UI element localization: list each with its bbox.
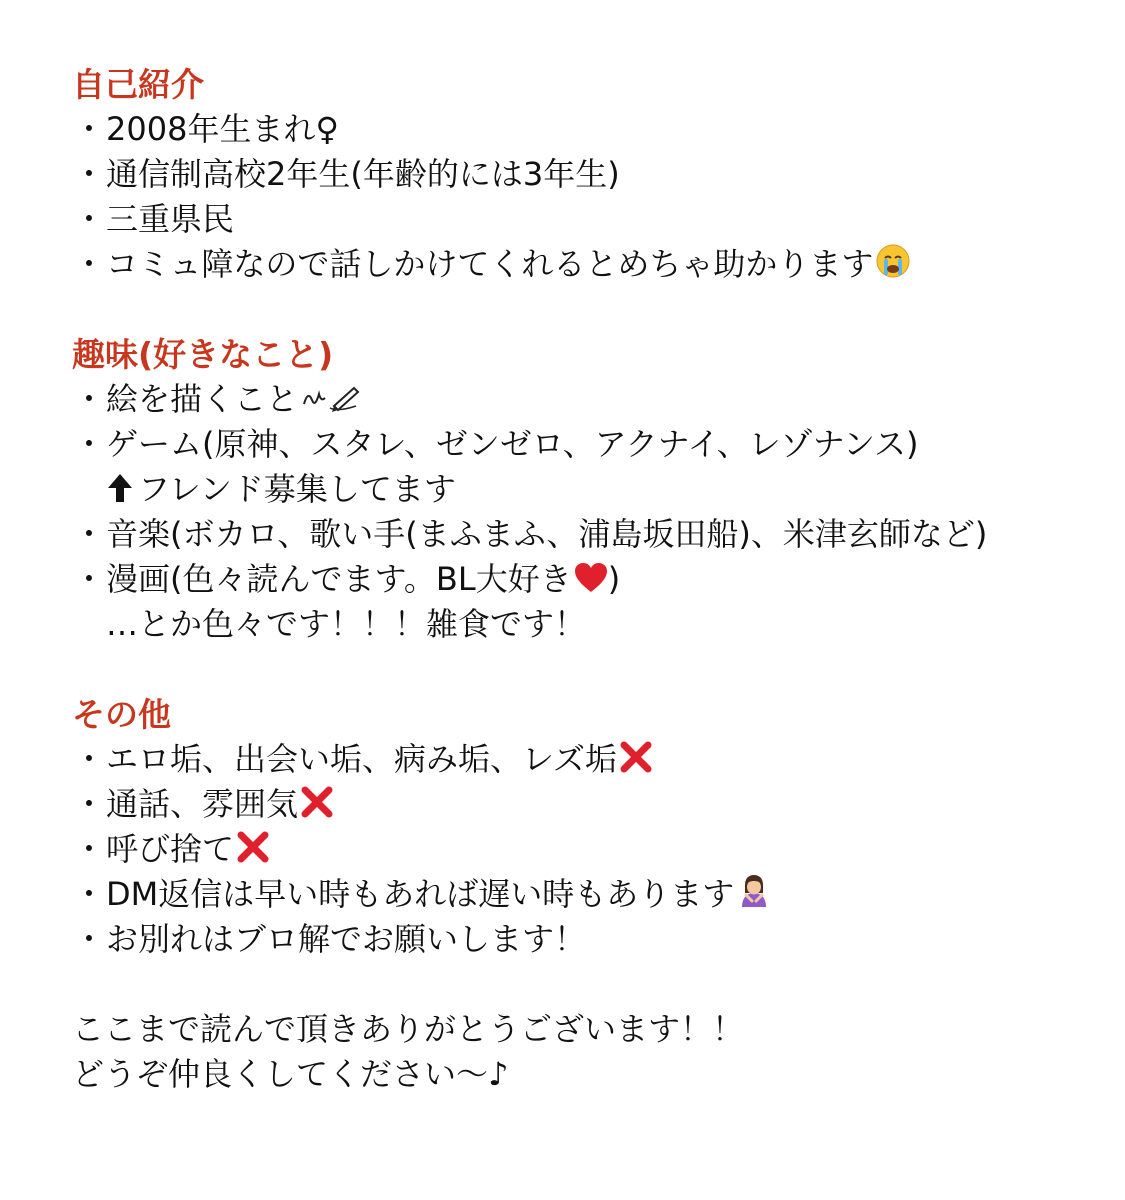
list-item-text: 通信制高校2年生(年齢的には3年生) [106, 155, 620, 193]
red-heart-icon [574, 562, 608, 594]
cross-mark-icon [236, 830, 270, 864]
list-item [72, 152, 1102, 197]
list-item [72, 107, 1102, 152]
list-item-text: 音楽(ボカロ、歌い手(まふまふ、浦島坂田船)、米津玄師など) [106, 515, 988, 553]
list-item-text: DM返信は早い時もあれば遅い時もあります [106, 875, 735, 913]
list-item [72, 737, 1102, 782]
list-item [72, 242, 1102, 287]
list-item-text: 通話、雰囲気 [106, 785, 299, 823]
list-item-text: 漫画(色々読んでます。BL大好き [106, 560, 572, 598]
list-item-continuation [72, 602, 1102, 647]
list-item [72, 917, 1102, 962]
bullet: ・ [72, 110, 105, 148]
bullet: ・ [72, 560, 105, 598]
bullet: ・ [72, 200, 105, 238]
list-item-text: 三重県民 [106, 200, 235, 238]
closing-line-2: どうぞ仲良くしてください〜♪ [72, 1055, 509, 1093]
list-item-text: お別れはブロ解でお願いします！ [106, 920, 587, 958]
bullet: ・ [72, 830, 105, 868]
crying-face-icon [875, 243, 911, 279]
list-item [72, 197, 1102, 242]
bullet: ・ [72, 875, 105, 913]
bullet: ・ [72, 155, 105, 193]
profile-document [72, 62, 1102, 1097]
list-item-text: 絵を描くこと [106, 380, 299, 418]
list-item [72, 512, 1102, 557]
section-title-hobbies: 趣味(好きなこと) [72, 335, 334, 374]
list-item [72, 377, 1102, 422]
bullet: ・ [72, 920, 105, 958]
writing-hand-icon [300, 382, 364, 414]
list-item-text: 呼び捨て [106, 830, 235, 868]
list-item [72, 872, 1102, 917]
list-item-text: 2008年生まれ♀ [106, 110, 339, 148]
up-arrow-icon [106, 472, 134, 504]
list-item [72, 827, 1102, 872]
list-item-text: ゲーム(原神、スタレ、ゼンゼロ、アクナイ、レゾナンス) [106, 425, 919, 463]
list-item-text: フレンド募集してます [138, 470, 456, 508]
closing-line-1: ここまで読んで頂きありがとうございます！！ [72, 1010, 745, 1048]
bullet: ・ [72, 740, 105, 778]
list-item-text-end: ) [607, 560, 621, 598]
person-bowing-icon [736, 873, 772, 909]
cross-mark-icon [300, 785, 334, 819]
bullet: ・ [72, 425, 105, 463]
list-item [72, 782, 1102, 827]
cross-mark-icon [619, 740, 653, 774]
list-item-text: …とか色々です！！！雑食です！ [106, 605, 587, 643]
bullet: ・ [72, 785, 105, 823]
bullet: ・ [72, 245, 105, 283]
section-title-self-introduction: 自己紹介 [72, 65, 204, 104]
list-item [72, 557, 1102, 602]
section-title-other: その他 [72, 695, 171, 734]
list-item-continuation [72, 467, 1102, 512]
bullet: ・ [72, 380, 105, 418]
list-item-text: エロ垢、出会い垢、病み垢、レズ垢 [106, 740, 618, 778]
bullet: ・ [72, 515, 105, 553]
list-item [72, 422, 1102, 467]
list-item-text: コミュ障なので話しかけてくれるとめちゃ助かります [106, 245, 874, 283]
